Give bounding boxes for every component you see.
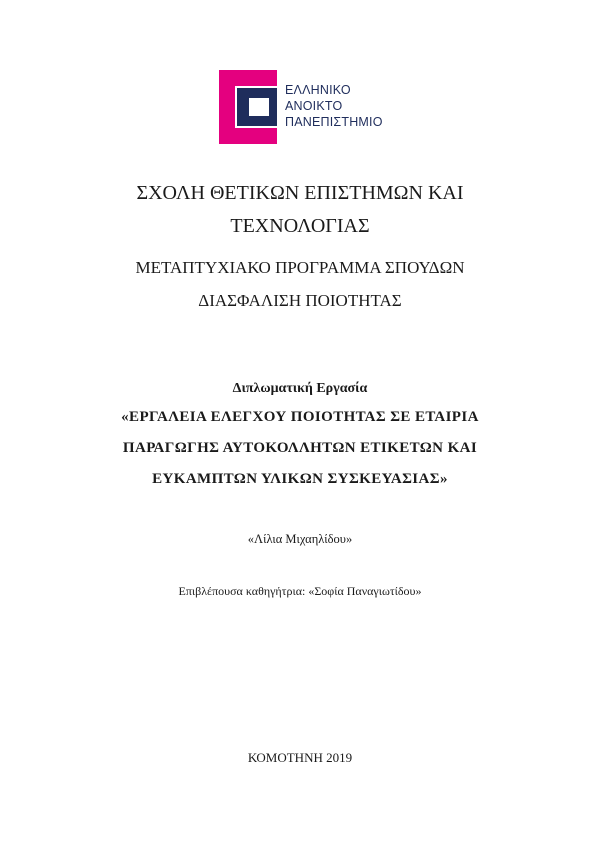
supervisor-line: Επιβλέπουσα καθηγήτρια: «Σοφία Παναγιωτίδου» [178,584,422,598]
thesis-title-line-3: ΕΥΚΑΜΠΤΩΝ ΥΛΙΚΩΝ ΣΥΣΚΕΥΑΣΙΑΣ» [152,471,448,487]
university-logo-mark [219,70,283,144]
school-name-line-2: ΤΕΧΝΟΛΟΓΙΑΣ [230,215,370,237]
thesis-title-line-2: ΠΑΡΑΓΩΓΗΣ ΑΥΤΟΚΟΛΛΗΤΩΝ ΕΤΙΚΕΤΩΝ ΚΑΙ [122,440,478,456]
author-name: «Λίλια Μιχαηλίδου» [247,532,353,546]
university-logo [219,70,419,144]
logo-inner-notch [249,98,269,116]
logo-line-2: ΑΝΟΙΚΤΟ [285,99,343,113]
logo-line-1: ΕΛΛΗΝΙΚΟ [285,83,351,97]
program-name-line-2: ΔΙΑΣΦΑΛΙΣΗ ΠΟΙΟΤΗΤΑΣ [198,291,402,310]
program-name-line-1: ΜΕΤΑΠΤΥΧΙΑΚΟ ΠΡΟΓΡΑΜΜΑ ΣΠΟΥΔΩΝ [135,258,465,277]
place-and-year: ΚΟΜΟΤΗΝΗ 2019 [247,750,353,765]
thesis-title-line-1: «ΕΡΓΑΛΕΙΑ ΕΛΕΓΧΟΥ ΠΟΙΟΤΗΤΑΣ ΣΕ ΕΤΑΙΡΙΑ [121,409,479,425]
logo-wordmark [285,82,383,130]
school-name-line-1: ΣΧΟΛΗ ΘΕΤΙΚΩΝ ΕΠΙΣΤΗΜΩΝ ΚΑΙ [136,182,464,204]
logo-line-3: ΠΑΝΕΠΙΣΤΗΜΙΟ [285,115,383,129]
thesis-type-label: Διπλωματική Εργασία [232,381,368,396]
